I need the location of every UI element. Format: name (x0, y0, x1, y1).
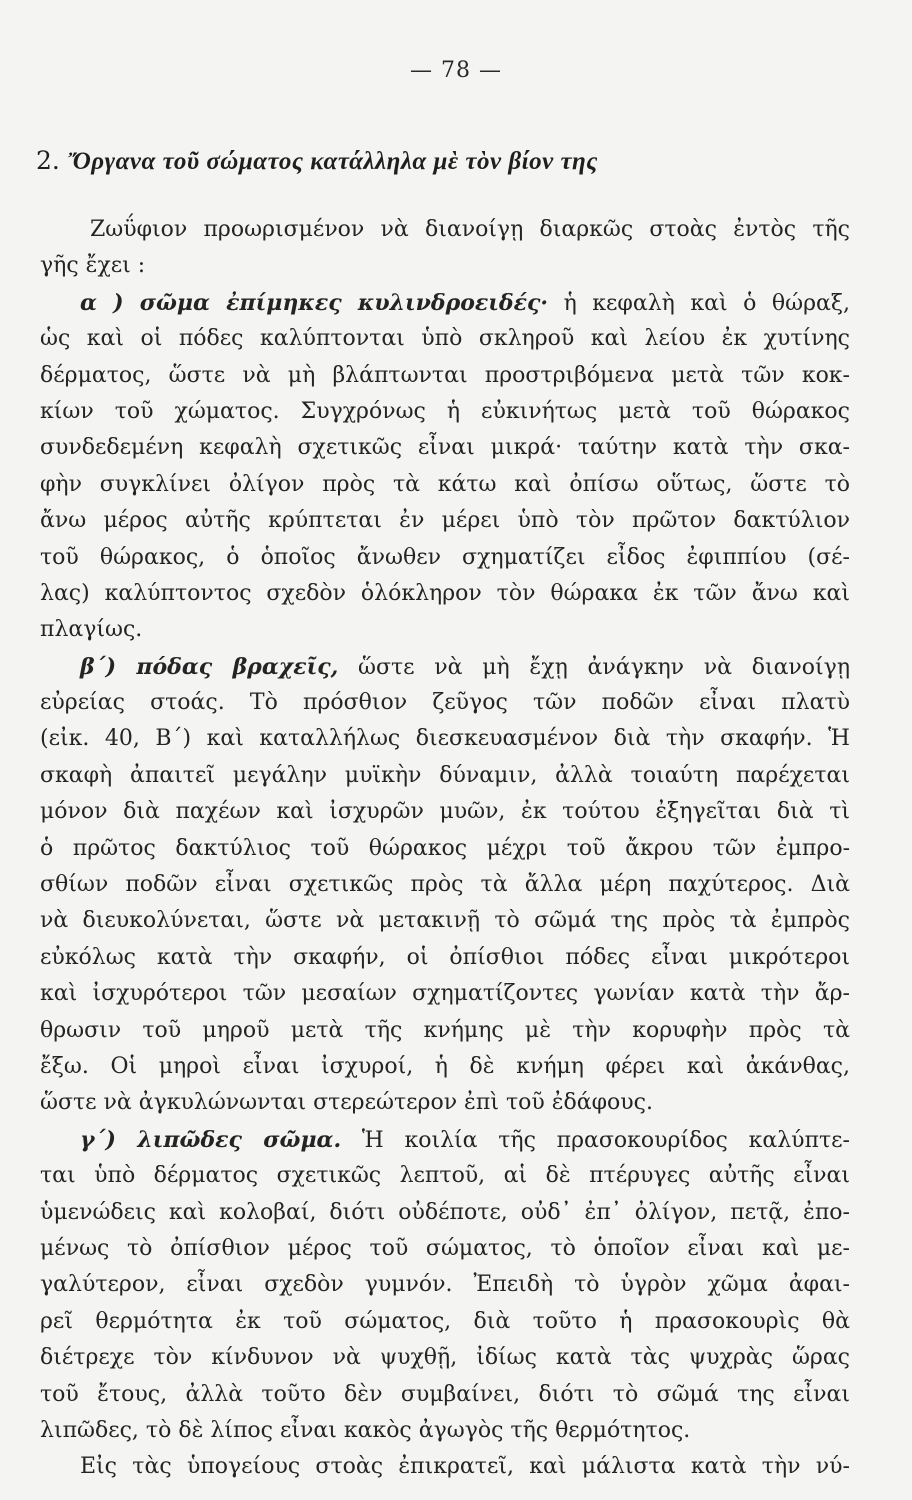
line-text: διέτρεχε τὸν κίνδυνον νὰ ψυχθῇ, ἰδίως κατὰ τὰς ψυχρὰς ὥρας (40, 1345, 850, 1371)
line-text: ται ὑπὸ δέρματος σχετικῶς λεπτοῦ, αἱ δὲ πτέρυγες αὐτῆς εἶναι (40, 1163, 850, 1189)
text-line (40, 540, 850, 576)
text-line (40, 1377, 850, 1413)
line-text: φὴν συγκλίνει ὀλίγον πρὸς τὰ κάτω καὶ ὀπίσω οὕτως, ὥστε τὸ (40, 471, 850, 497)
text-line (40, 1449, 850, 1485)
text-line (40, 321, 850, 357)
line-text: (εἰκ. 40, Β΄) καὶ καταλλήλως διεσκευασμένον διὰ τὴν σκαφήν. Ἡ (40, 726, 850, 752)
text-line (40, 1085, 850, 1121)
text-line (40, 576, 850, 612)
text-line (40, 358, 850, 394)
section-number: 2. (36, 146, 60, 175)
line-text: μόνον διὰ παχέων καὶ ἰσχυρῶν μυῶν, ἐκ τούτου ἐξηγεῖται διὰ τὶ (40, 799, 850, 825)
text-line (40, 831, 850, 867)
line-text: ὁ πρῶτος δακτύλιος τοῦ θώρακος μέχρι τοῦ ἄκρου τῶν ἐμπρο- (40, 835, 850, 861)
text-line (40, 503, 850, 539)
text-line (40, 1340, 850, 1376)
text-line (40, 394, 850, 430)
text-line (40, 612, 850, 648)
text-line (40, 1049, 850, 1085)
text-line (40, 248, 850, 284)
section-heading (36, 146, 866, 176)
line-text: δέρματος, ὥστε νὰ μὴ βλάπτωνται προστριβόμενα μετὰ τῶν κοκ- (40, 362, 850, 388)
text-line (40, 1231, 850, 1267)
text-line (40, 1413, 850, 1449)
section-title: Ὄργανα τοῦ σώματος κατάλληλα μὲ τὸν βίον της (67, 148, 598, 175)
text-line (40, 212, 850, 248)
text-line (40, 794, 850, 830)
text-line (40, 758, 850, 794)
line-text: κίων τοῦ χώματος. Συγχρόνως ἡ εὐκινήτως μετὰ τοῦ θώρακος (40, 398, 850, 424)
text-line (40, 867, 850, 903)
line-text: Ζωΰφιον προωρισμένον νὰ διανοίγῃ διαρκῶς στοὰς ἐντὸς τῆς (90, 217, 850, 242)
line-text: νὰ διευκολύνεται, ὥστε νὰ μετακινῇ τὸ σῶμά της πρὸς τὰ ἐμπρὸς (40, 908, 850, 934)
text-line (40, 430, 850, 466)
line-text: θρωσιν τοῦ μηροῦ μετὰ τῆς κνήμης μὲ τὴν κορυφὴν πρὸς τὰ (40, 1017, 850, 1043)
line-text: μένως τὸ ὀπίσθιον μέρος τοῦ σώματος, τὸ ὁποῖον εἶναι καὶ με- (40, 1235, 850, 1261)
line-text: τοῦ ἔτους, ἀλλὰ τοῦτο δὲν συμβαίνει, διότι τὸ σῶμά της εἶναι (40, 1381, 850, 1407)
line-text: ρεῖ θερμότητα ἐκ τοῦ σώματος, διὰ τοῦτο ἡ πρασοκουρὶς θὰ (40, 1308, 850, 1334)
line-text: ὑμενώδεις καὶ κολοβαί, διότι οὐδέποτε, οὐδ᾿ ἐπ᾿ ὀλίγον, πετᾷ, ἐπο- (40, 1199, 850, 1225)
text-line (40, 649, 850, 685)
line-text: σκαφὴ ἀπαιτεῖ μεγάλην μυϊκὴν δύναμιν, ἀλλὰ τοιαύτη παρέχεται (40, 762, 850, 788)
line-text: καὶ ἰσχυρότεροι τῶν μεσαίων σχηματίζοντες γωνίαν κατὰ τὴν ἄρ- (40, 981, 850, 1007)
page-number: — 78 — (410, 58, 502, 83)
line-text: ἡ κεφαλὴ καὶ ὁ θώραξ, (548, 290, 850, 316)
text-line (40, 685, 850, 721)
text-line (40, 1158, 850, 1194)
line-text: πλαγίως. (40, 617, 143, 643)
text-line (40, 1013, 850, 1049)
text-line (40, 285, 850, 321)
line-text: ὡς καὶ οἱ πόδες καλύπτονται ὑπὸ σκληροῦ καὶ λείου ἐκ χυτίνης (40, 326, 850, 352)
text-line (40, 1304, 850, 1340)
line-text: λας) καλύπτοντος σχεδὸν ὁλόκληρον τὸν θώρακα ἐκ τῶν ἄνω καὶ (40, 580, 850, 606)
text-line (40, 1267, 850, 1303)
emphasis-label: γ΄) λιπῶδες σῶμα. (80, 1126, 342, 1153)
line-text: ἄνω μέρος αὐτῆς κρύπτεται ἐν μέρει ὑπὸ τὸν πρῶτον δακτύλιον (40, 508, 850, 534)
emphasis-label: α ) σῶμα ἐπίμηκες κυλινδροειδές· (80, 289, 549, 316)
line-text: γῆς ἔχει : (40, 253, 146, 279)
line-text: γαλύτερον, εἶναι σχεδὸν γυμνόν. Ἐπειδὴ τὸ ὑγρὸν χῶμα ἀφαι- (40, 1272, 850, 1298)
line-text: ὥστε νὰ μὴ ἔχῃ ἀνάγκην νὰ διανοίγῃ (338, 654, 851, 680)
line-text: Ἡ κοιλία τῆς πρασοκουρίδος καλύπτε- (341, 1127, 850, 1153)
line-text: τοῦ θώρακος, ὁ ὁποῖος ἄνωθεν σχηματίζει εἶδος ἐφιππίου (σέ- (40, 544, 850, 570)
text-line (40, 1122, 850, 1158)
body-text (40, 212, 850, 1486)
text-line (40, 467, 850, 503)
line-text: εὐκόλως κατὰ τὴν σκαφήν, οἱ ὀπίσθιοι πόδες εἶναι μικρότεροι (40, 944, 850, 970)
line-text: ὥστε νὰ ἀγκυλώνωνται στερεώτερον ἐπὶ τοῦ ἐδάφους. (40, 1090, 653, 1116)
line-text: συνδεδεμένη κεφαλὴ σχετικῶς εἶναι μικρά· ταύτην κατὰ τὴν σκα- (40, 435, 850, 461)
line-text: σθίων ποδῶν εἶναι σχετικῶς πρὸς τὰ ἄλλα μέρη παχύτερος. Διὰ (40, 872, 850, 898)
text-line (40, 721, 850, 757)
line-text: ἔξω. Οἱ μηροὶ εἶναι ἰσχυροί, ἡ δὲ κνήμη φέρει καὶ ἀκάνθας, (40, 1053, 850, 1079)
text-line (40, 976, 850, 1012)
line-text: Εἰς τὰς ὑπογείους στοὰς ἐπικρατεῖ, καὶ μάλιστα κατὰ τὴν νύ- (80, 1454, 850, 1480)
line-text: λιπῶδες, τὸ δὲ λίπος εἶναι κακὸς ἀγωγὸς τῆς θερμότητος. (40, 1417, 691, 1443)
line-text: εὐρείας στοάς. Τὸ πρόσθιον ζεῦγος τῶν ποδῶν εἶναι πλατὺ (40, 690, 850, 716)
text-line (40, 1195, 850, 1231)
emphasis-label: β΄) πόδας βραχεῖς, (80, 653, 339, 680)
text-line (40, 940, 850, 976)
text-line (40, 903, 850, 939)
